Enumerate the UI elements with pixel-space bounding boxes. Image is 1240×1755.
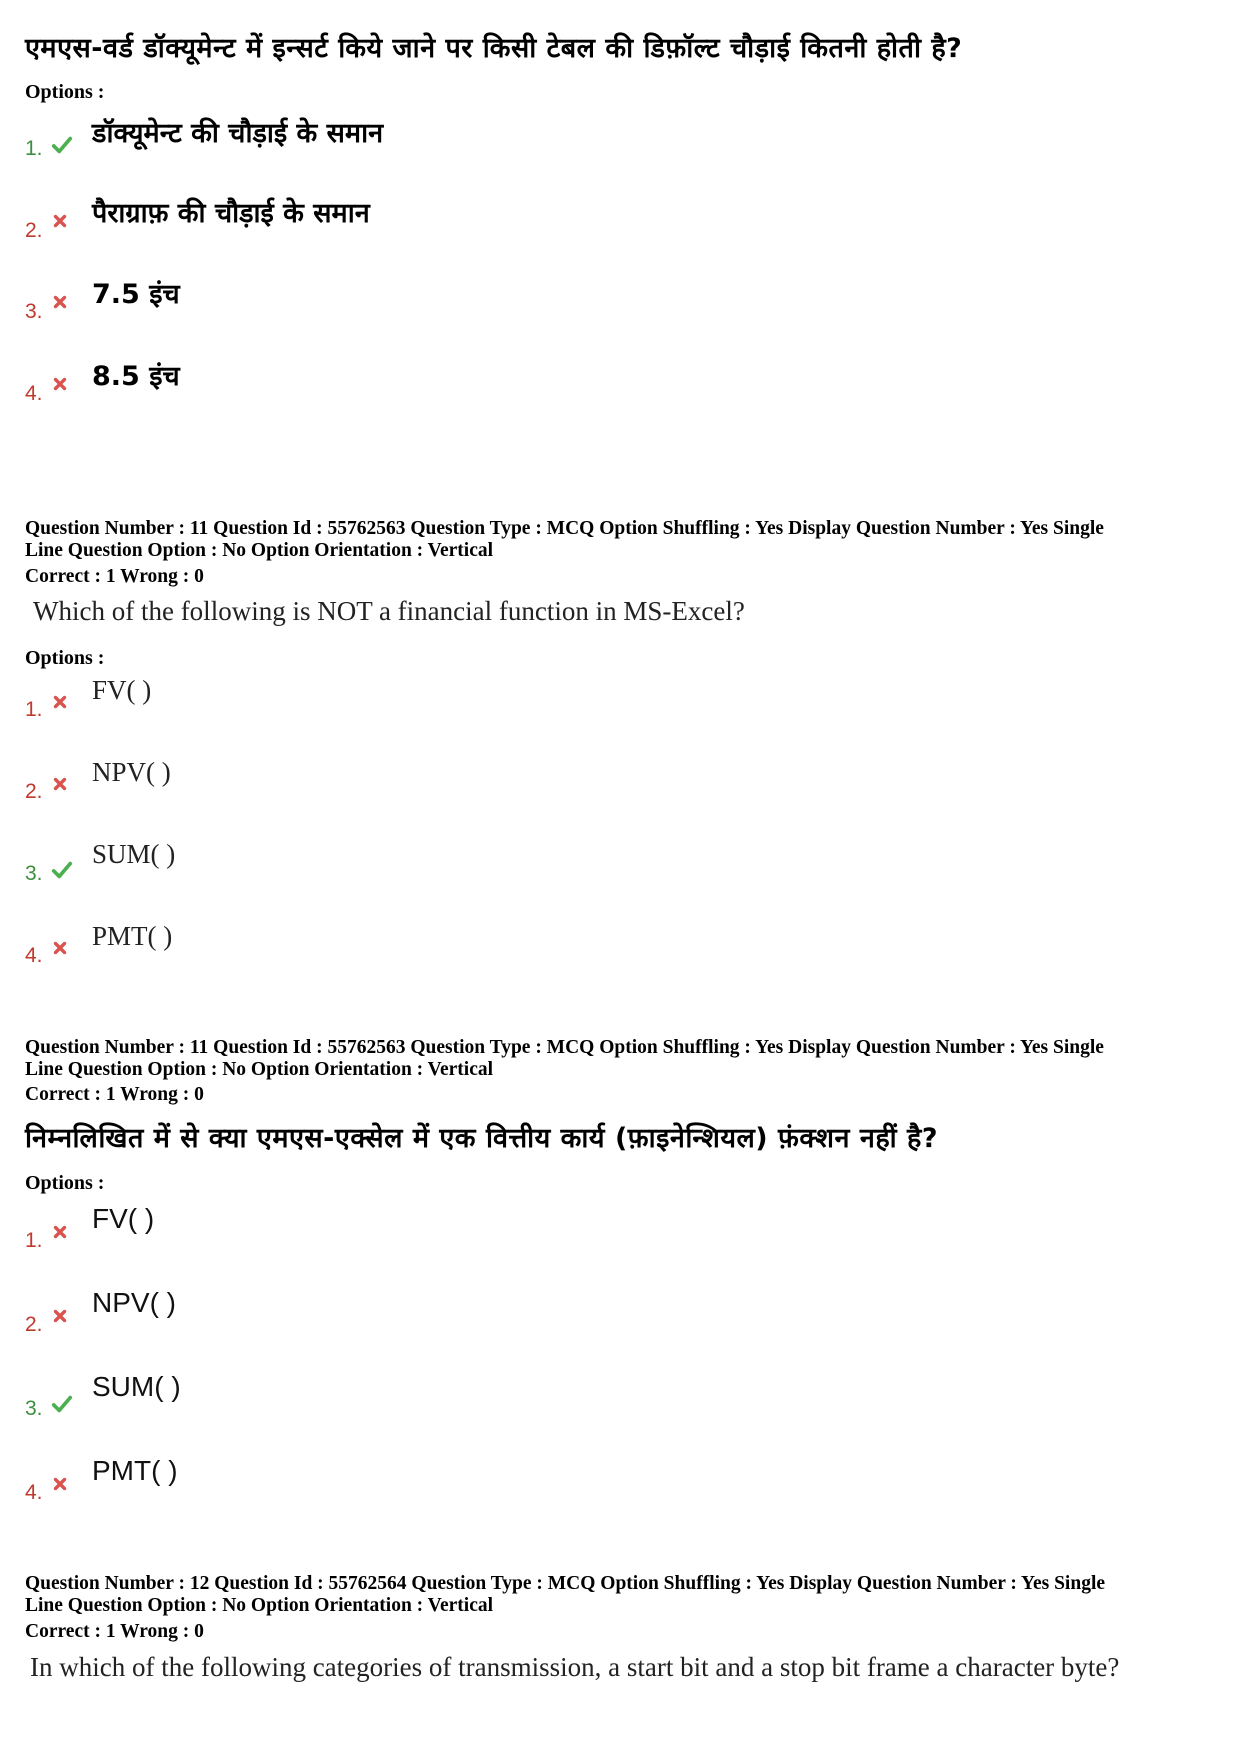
option-text: NPV( ) [92, 1287, 176, 1318]
q10-options-label: Options : [25, 81, 105, 103]
correct-check-icon [51, 859, 73, 881]
q11-meta [25, 518, 1220, 562]
q11-hindi-option-2 [25, 1287, 1125, 1351]
option-text: SUM( ) [92, 1371, 181, 1402]
option-text: SUM( ) [92, 839, 176, 869]
option-number: 2. [25, 780, 43, 803]
q11-hindi-option-3 [25, 1371, 1125, 1435]
correct-check-icon [51, 134, 73, 156]
question-11-hindi-text: निम्नलिखित में से क्या एमएस-एक्सेल में एक वित्तीय कार्य (फ़ाइनेन्शियल) फ़ंक्शन नहीं है? [25, 1123, 939, 1154]
q11-option-2 [25, 757, 1125, 819]
meta-line-1: Question Number : 11 Question Id : 55762563 Question Type : MCQ Option Shuffling : Yes Display Question Number : Yes Single [25, 1037, 1104, 1058]
meta-line-2: Line Question Option : No Option Orientation : Vertical [25, 1059, 494, 1080]
option-number: 3. [25, 1397, 43, 1420]
option-number: 2. [25, 219, 43, 242]
wrong-cross-icon [51, 1475, 69, 1493]
wrong-cross-icon [51, 693, 69, 711]
q11-hindi-options-label: Options : [25, 1172, 105, 1194]
q11-hindi-meta [25, 1037, 1220, 1081]
q11-hindi-score: Correct : 1 Wrong : 0 [25, 1084, 204, 1105]
q11-option-4 [25, 921, 1125, 983]
option-number: 1. [25, 137, 43, 160]
meta-line-2: Line Question Option : No Option Orientation : Vertical [25, 1595, 494, 1616]
q11-score: Correct : 1 Wrong : 0 [25, 566, 204, 587]
option-number: 4. [25, 382, 43, 405]
option-text: PMT( ) [92, 1455, 178, 1486]
option-text: डॉक्यूमेन्ट की चौड़ाई के समान [92, 118, 384, 149]
wrong-cross-icon [51, 939, 69, 957]
wrong-cross-icon [51, 375, 69, 393]
option-text: 8.5 इंच [92, 361, 180, 392]
q11-options-label: Options : [25, 647, 105, 669]
q10-option-4 [25, 361, 1125, 420]
option-number: 4. [25, 1481, 43, 1504]
q12-meta [25, 1573, 1220, 1617]
q10-option-3 [25, 279, 1125, 338]
option-number: 2. [25, 1313, 43, 1336]
q11-option-1 [25, 675, 1125, 737]
option-text: NPV( ) [92, 757, 171, 787]
wrong-cross-icon [51, 775, 69, 793]
wrong-cross-icon [51, 293, 69, 311]
q10-option-1 [25, 118, 1125, 175]
q11-hindi-option-1 [25, 1203, 1125, 1267]
option-text: FV( ) [92, 1203, 155, 1234]
q10-option-2 [25, 198, 1125, 257]
option-number: 1. [25, 698, 43, 721]
option-number: 4. [25, 944, 43, 967]
meta-line-1: Question Number : 11 Question Id : 55762563 Question Type : MCQ Option Shuffling : Yes Display Question Number : Yes Single [25, 518, 1104, 539]
meta-line-1: Question Number : 12 Question Id : 55762564 Question Type : MCQ Option Shuffling : Yes Display Question Number : Yes Single [25, 1573, 1106, 1594]
correct-check-icon [51, 1393, 73, 1415]
option-text: पैराग्राफ़ की चौड़ाई के समान [92, 198, 370, 229]
wrong-cross-icon [51, 212, 69, 230]
question-11-text: Which of the following is NOT a financial function in MS-Excel? [33, 596, 745, 626]
question-10-text: एमएस-वर्ड डॉक्यूमेन्ट में इन्सर्ट किये जाने पर किसी टेबल की डिफ़ॉल्ट चौड़ाई कितनी होती है? [25, 33, 963, 64]
q12-score: Correct : 1 Wrong : 0 [25, 1621, 204, 1642]
option-text: 7.5 इंच [92, 279, 180, 310]
wrong-cross-icon [51, 1307, 69, 1325]
option-number: 3. [25, 862, 43, 885]
option-text: FV( ) [92, 675, 152, 705]
q11-option-3 [25, 839, 1125, 901]
option-number: 1. [25, 1229, 43, 1252]
wrong-cross-icon [51, 1223, 69, 1241]
option-text: PMT( ) [92, 921, 173, 951]
question-12-text: In which of the following categories of transmission, a start bit and a stop bit frame a character byte? [30, 1652, 1120, 1682]
q11-hindi-option-4 [25, 1455, 1125, 1519]
meta-line-2: Line Question Option : No Option Orientation : Vertical [25, 540, 494, 561]
option-number: 3. [25, 300, 43, 323]
